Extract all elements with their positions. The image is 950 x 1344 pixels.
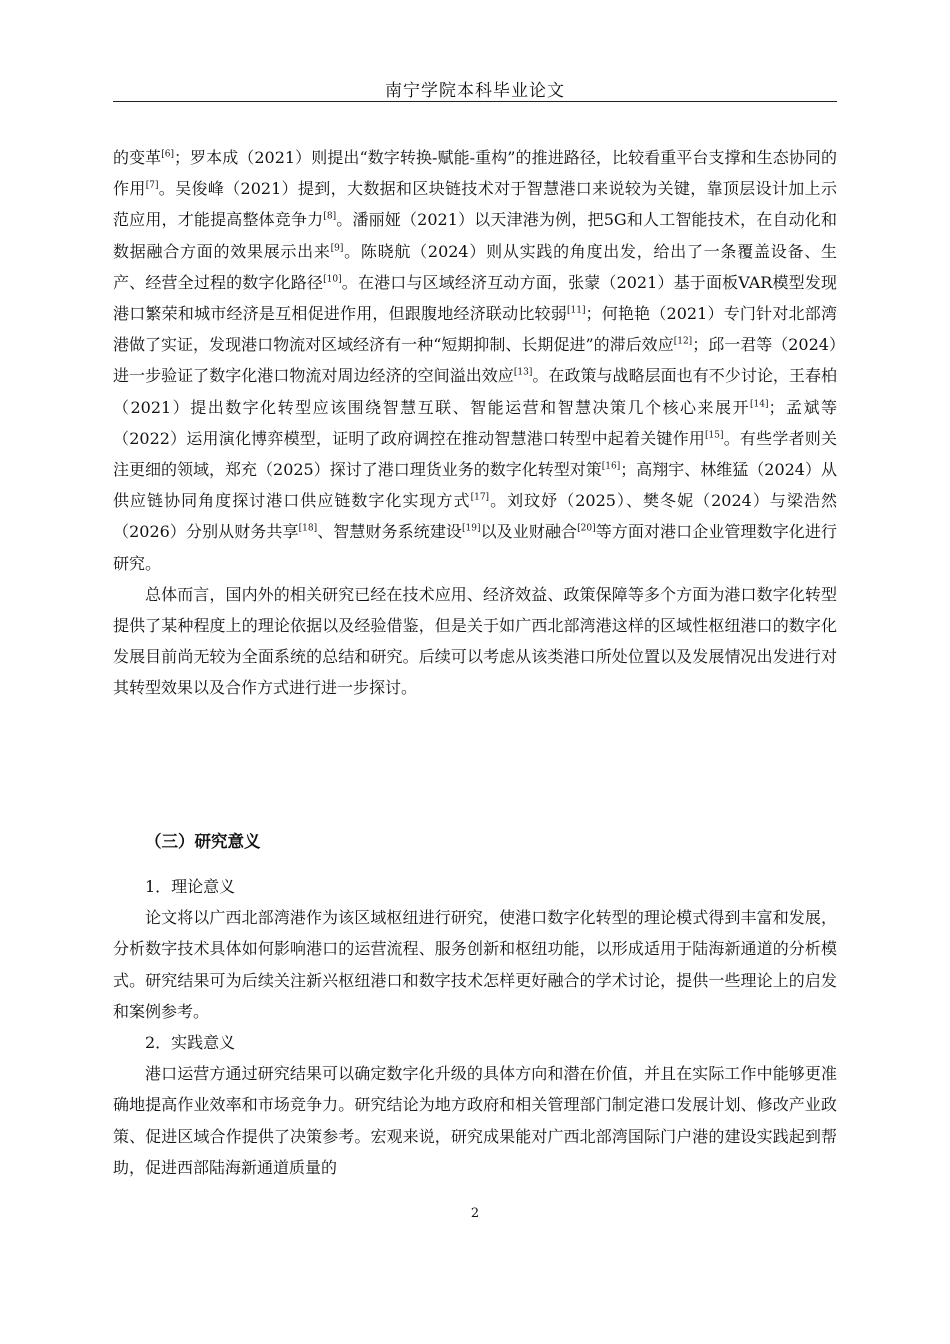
page-number: 2 (470, 1206, 480, 1221)
citation-ref: [20] (577, 524, 596, 535)
citation-ref: [17] (470, 492, 490, 503)
paragraph-summary: 总体而言，国内外的相关研究已经在技术应用、经济效益、政策保障等多个方面为港口数字化转型提供了某种程度上的理论依据以及经验借鉴，但是关于如广西北部湾港这样的区域性枢纽港口的数字化发展目前尚无较为全面系统的总结和研究。后续可以考虑从该类港口所处位置以及发展情况出发进行对其转型效果以及合作方式进行进一步探讨。 (113, 584, 837, 698)
citation-ref: [18] (298, 524, 318, 535)
body-text-block (113, 142, 837, 704)
subsection-title-theoretical: 1．理论意义 (145, 877, 236, 896)
citation-ref: [10] (323, 274, 342, 285)
citation-ref: [7] (145, 180, 159, 191)
citation-ref: [12] (673, 336, 693, 347)
text-run: 。吴俊峰（2021）提到，大数据和区块链技术对于智慧港口来说较为关键，靠顶层设计加上示范应用，才能提高整体竞争力 (113, 179, 837, 230)
text-run: 、智慧财务系统建设 (317, 522, 463, 542)
citation-ref: [16] (601, 461, 621, 472)
subsection-title-practical: 2．实践意义 (145, 1033, 236, 1053)
citation-ref: [8] (323, 212, 337, 223)
citation-ref: [9] (330, 243, 344, 254)
text-run: 。潘丽娅（2021）以天津港为例，把5G和人工智能技术，在自动化和数据融合方面的效果展示出来 (113, 210, 837, 261)
section-body (113, 871, 837, 1183)
section-heading-research-significance: （三）研究意义 (145, 832, 261, 851)
citation-ref: [15] (705, 430, 724, 441)
running-header: 南宁学院本科毕业论文 (385, 81, 565, 101)
text-run: ；邱一君等（2024）进一步验证了数字化港口物流对周边经济的空间溢出效应 (113, 335, 837, 386)
text-run: 的变革 (113, 148, 162, 167)
text-run: 。在政策与战略层面也有不少讨论，王春柏（2021）提出数字化转型应该围绕智慧互联、智能运营和智慧决策几个核心来展开 (113, 366, 837, 417)
text-run: 等方面对港口企业管理数字化进行研究。 (113, 522, 837, 573)
citation-ref: [13] (513, 368, 533, 379)
paragraph-literature-review (113, 142, 837, 579)
citation-ref: [19] (462, 524, 481, 535)
citation-ref: [14] (750, 399, 769, 410)
text-run: 。刘玟妤（2025）、樊冬妮（2024）与梁浩然（2026）分别从财务共享 (113, 491, 837, 542)
citation-ref: [11] (567, 305, 586, 316)
text-run: 。有些学者则关注更细的领域，郑充（2025）探讨了港口理货业务的数字化转型对策 (113, 428, 837, 480)
text-run: 。陈晓航（2024）则从实践的角度出发，给出了一条覆盖设备、生产、经营全过程的数字化路径 (113, 241, 837, 292)
paragraph-theoretical-significance: 论文将以广西北部湾港作为该区域枢纽进行研究，使港口数字化转型的理论模式得到丰富和发展，分析数字技术具体如何影响港口的运营流程、服务创新和枢纽功能，以形成适用于陆海新通道的分析模式。研究结果可为后续关注新兴枢纽港口和数字技术怎样更好融合的学术讨论，提供一些理论上的启发和案例参考。 (113, 908, 837, 1021)
header-rule (113, 101, 837, 102)
text-run: 以及业财融合 (480, 522, 578, 542)
text-run: ；何艳艳（2021）专门针对北部湾港做了实证，发现港口物流对区域经济有一种“短期抑制、长期促进”的滞后效应 (113, 304, 837, 355)
paragraph-practical-significance: 港口运营方通过研究结果可以确定数字化升级的具体方向和潜在价值，并且在实际工作中能够更准确地提高作业效率和市场竞争力。研究结论为地方政府和相关管理部门制定港口发展计划、修改产业政策、促进区域合作提供了决策参考。宏观来说，研究成果能对广西北部湾国际门户港的建设实践起到帮助，促进西部陆海新通道质量的 (113, 1064, 837, 1177)
text-run: ；孟斌等（2022）运用演化博弈模型，证明了政府调控在推动智慧港口转型中起着关键作用 (113, 397, 837, 448)
text-run: ；高翔宇、林维猛（2024）从供应链协同角度探讨港口供应链数字化实现方式 (113, 460, 837, 511)
citation-ref: [6] (161, 149, 174, 160)
text-run: ；罗本成（2021）则提出“数字转换-赋能-重构”的推进路径，比较看重平台支撑和生态协同的作用 (113, 148, 837, 199)
text-run: 。在港口与区域经济互动方面，张蒙（2021）基于面板VAR模型发现港口繁荣和城市经济是互相促进作用，但跟腹地经济联动比较弱 (113, 272, 837, 324)
